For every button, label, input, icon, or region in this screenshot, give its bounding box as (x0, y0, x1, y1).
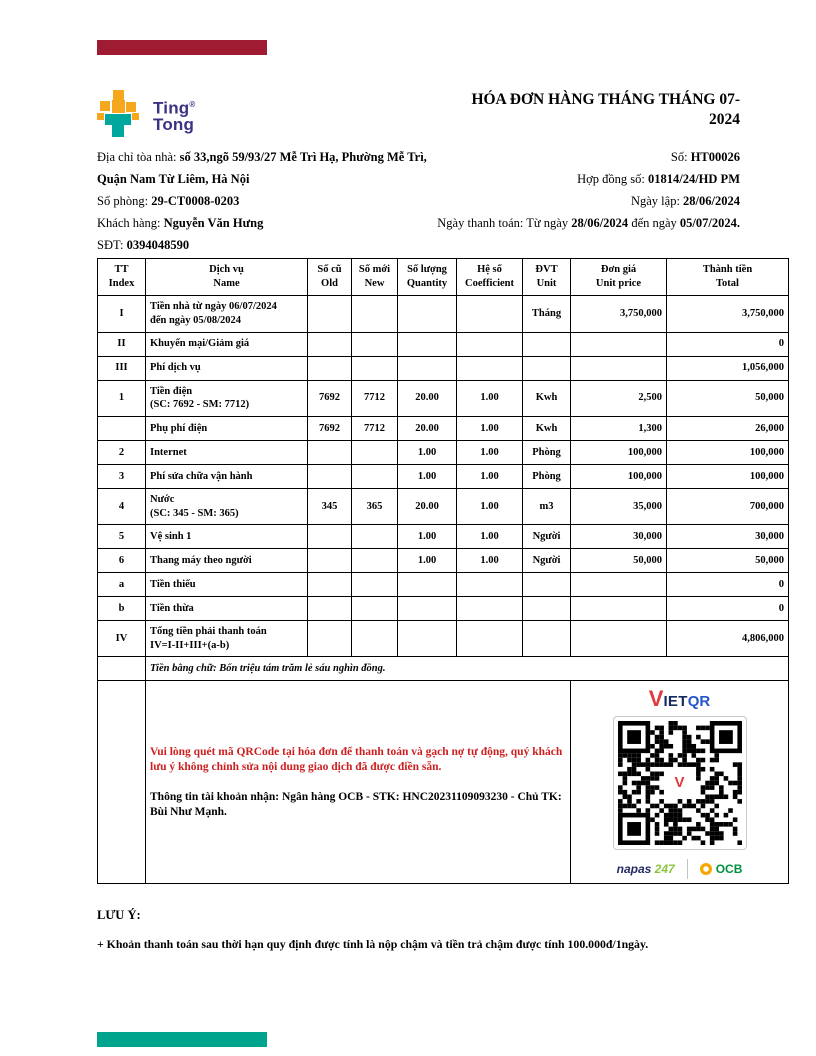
amount-in-words-cell: Tiền bằng chữ: Bốn triệu tám trăm lẻ sáu nghìn đồng. (146, 657, 789, 681)
cell-qty: 20.00 (398, 416, 457, 440)
cell-price (571, 356, 667, 380)
header (97, 90, 740, 138)
ocb-logo: OCB (700, 862, 743, 878)
cell-name: Internet (146, 440, 308, 464)
cell-tt: 3 (98, 464, 146, 488)
table-row (98, 440, 789, 464)
cell-total: 30,000 (667, 525, 789, 549)
cell-total: 3,750,000 (667, 296, 789, 332)
cell-tt: 2 (98, 440, 146, 464)
cell-name: Nước (SC: 345 - SM: 365) (146, 488, 308, 524)
cell-qty (398, 356, 457, 380)
cell-old (308, 621, 352, 657)
table-row (98, 488, 789, 524)
cell-price: 50,000 (571, 549, 667, 573)
cell-price (571, 573, 667, 597)
cell-new (352, 621, 398, 657)
cell-new (352, 597, 398, 621)
invoice-title: HÓA ĐƠN HÀNG THÁNG THÁNG 07-2024 (471, 91, 740, 128)
cell-tt: a (98, 573, 146, 597)
cell-coef: 1.00 (457, 464, 523, 488)
qr-payment-row (98, 681, 789, 884)
cell-unit (523, 332, 571, 356)
cell-new (352, 464, 398, 488)
late-payment-note: + Khoản thanh toán sau thời hạn quy định được tính là nộp chậm và tiền trả chậm được tính 100.000đ/1ngày. (97, 937, 649, 951)
trademark-symbol: ® (189, 100, 196, 109)
table-row (98, 356, 789, 380)
cell-tt: IV (98, 621, 146, 657)
vietqr-center-icon: V (669, 772, 691, 794)
cell-total: 100,000 (667, 464, 789, 488)
contract-number-line: Hợp đồng số: 01814/24/HD PM (577, 172, 740, 186)
cell-tt: b (98, 597, 146, 621)
cell-price: 35,000 (571, 488, 667, 524)
invoice-number-line: Số: HT00026 (670, 150, 740, 164)
table-row (98, 597, 789, 621)
cell-qty (398, 332, 457, 356)
col-header-unit: ĐVT Unit (523, 259, 571, 296)
cell-name: Tiền thiếu (146, 573, 308, 597)
building-address-line2: Quận Nam Từ Liêm, Hà Nội (97, 172, 250, 186)
cell-qty: 1.00 (398, 525, 457, 549)
cell-old (308, 356, 352, 380)
cell-old (308, 332, 352, 356)
cell-coef: 1.00 (457, 380, 523, 416)
cell-name: Tiền nhà từ ngày 06/07/2024 đến ngày 05/08/2024 (146, 296, 308, 332)
cell-coef (457, 332, 523, 356)
cell-total: 100,000 (667, 440, 789, 464)
cell-coef: 1.00 (457, 488, 523, 524)
cell-name: Phụ phí điện (146, 416, 308, 440)
cell-name: Phí dịch vụ (146, 356, 308, 380)
napas-247-logo: napas 247 (616, 861, 675, 876)
table-row (98, 573, 789, 597)
cell-name: Tiền thừa (146, 597, 308, 621)
cell-qty (398, 573, 457, 597)
cell-new (352, 332, 398, 356)
cell-tt: 4 (98, 488, 146, 524)
cell-old (308, 549, 352, 573)
cell-price: 2,500 (571, 380, 667, 416)
meta-right-column (437, 146, 740, 256)
cell-unit: m3 (523, 488, 571, 524)
cell-old (308, 597, 352, 621)
ocb-icon (700, 863, 712, 875)
cell-qty (398, 621, 457, 657)
building-address-line: Địa chỉ tòa nhà: số 33,ngõ 59/93/27 Mễ Trì Hạ, Phường Mễ Trì, (97, 150, 427, 164)
cell-total: 0 (667, 597, 789, 621)
cell-name: Thang máy theo người (146, 549, 308, 573)
cell-qty: 1.00 (398, 464, 457, 488)
cell-new (352, 549, 398, 573)
cell-unit (523, 597, 571, 621)
cell-total: 50,000 (667, 380, 789, 416)
cell-unit: Phòng (523, 464, 571, 488)
col-header-qty: Số lượng Quantity (398, 259, 457, 296)
tingtong-logo (97, 90, 195, 138)
bottom-accent-bar (97, 1032, 267, 1047)
cell-old (308, 296, 352, 332)
col-header-old: Số cũ Old (308, 259, 352, 296)
invoice-table (97, 258, 789, 884)
cell-price (571, 621, 667, 657)
payment-network-logos (575, 859, 784, 879)
cell-old: 7692 (308, 380, 352, 416)
cell-total: 50,000 (667, 549, 789, 573)
cell-unit (523, 621, 571, 657)
cell-qty (398, 597, 457, 621)
table-row (98, 296, 789, 332)
cell-qty: 1.00 (398, 549, 457, 573)
table-row (98, 549, 789, 573)
table-row (98, 416, 789, 440)
cell-total: 26,000 (667, 416, 789, 440)
cell-name: Khuyến mại/Giảm giá (146, 332, 308, 356)
cell-unit (523, 573, 571, 597)
top-accent-bar (97, 40, 267, 55)
cell-new (352, 573, 398, 597)
cell-unit: Tháng (523, 296, 571, 332)
cell-total: 700,000 (667, 488, 789, 524)
cell-old (308, 573, 352, 597)
payment-period-line: Ngày thanh toán: Từ ngày 28/06/2024 đến ngày 05/07/2024. (437, 216, 740, 230)
invoice-table-head (98, 259, 789, 296)
cell-price (571, 332, 667, 356)
cell-name: Tiền điện (SC: 7692 - SM: 7712) (146, 380, 308, 416)
cell-old: 7692 (308, 416, 352, 440)
cell-new (352, 296, 398, 332)
cell-new (352, 356, 398, 380)
cell-name: Phí sửa chữa vận hành (146, 464, 308, 488)
cell-tt: 5 (98, 525, 146, 549)
account-info-text: Thông tin tài khoản nhận: Ngân hàng OCB - STK: HNC20231109093230 - Chủ TK: Bùi Như Mạnh. (150, 791, 562, 819)
cell-tt: II (98, 332, 146, 356)
cell-price: 3,750,000 (571, 296, 667, 332)
cell-unit: Phòng (523, 440, 571, 464)
cell-tt (98, 416, 146, 440)
cell-name: Vệ sinh 1 (146, 525, 308, 549)
cell-new (352, 525, 398, 549)
cell-old (308, 464, 352, 488)
cell-new: 7712 (352, 380, 398, 416)
col-header-coef: Hệ số Coefficient (457, 259, 523, 296)
cell-price (571, 597, 667, 621)
qr-code (613, 716, 747, 850)
issue-date-line: Ngày lập: 28/06/2024 (630, 194, 740, 208)
notes-heading: LƯU Ý: (97, 908, 141, 922)
cell-coef (457, 296, 523, 332)
cell-coef: 1.00 (457, 525, 523, 549)
cell-unit: Kwh (523, 380, 571, 416)
payment-instructions-cell (146, 681, 571, 884)
col-header-tt: TT Index (98, 259, 146, 296)
cell-old: 345 (308, 488, 352, 524)
cell-old (308, 440, 352, 464)
cell-coef: 1.00 (457, 416, 523, 440)
cell-coef: 1.00 (457, 549, 523, 573)
cell-price: 100,000 (571, 464, 667, 488)
footer-notes (97, 908, 745, 952)
cell-unit: Người (523, 549, 571, 573)
cell-coef (457, 573, 523, 597)
amount-in-words-row (98, 657, 789, 681)
customer-line: Khách hàng: Nguyễn Văn Hưng (97, 216, 264, 230)
cell-coef (457, 621, 523, 657)
qr-notice-text: Vui lòng quét mã QRCode tại hóa đơn để thanh toán và gạch nợ tự động, quý khách lưu ý không chỉnh sửa nội dung giao dịch đã được điền sẵn. (150, 745, 563, 773)
cell-qty (398, 296, 457, 332)
cell-coef: 1.00 (457, 440, 523, 464)
logo-divider (687, 859, 688, 879)
cell-price: 30,000 (571, 525, 667, 549)
cell-coef (457, 597, 523, 621)
table-row (98, 464, 789, 488)
tingtong-logo-text: Ting® Tong (153, 98, 196, 134)
invoice-meta (97, 146, 740, 256)
cell-name: Tổng tiền phải thanh toán IV=I-II+III+(a-b) (146, 621, 308, 657)
cell-unit: Kwh (523, 416, 571, 440)
cell-new: 365 (352, 488, 398, 524)
table-row (98, 621, 789, 657)
cell-price: 1,300 (571, 416, 667, 440)
table-row (98, 380, 789, 416)
col-header-price: Đơn giá Unit price (571, 259, 667, 296)
cell-new: 7712 (352, 416, 398, 440)
cell-empty (98, 657, 146, 681)
meta-left-column (97, 146, 437, 256)
cell-total: 1,056,000 (667, 356, 789, 380)
cell-unit: Người (523, 525, 571, 549)
cell-total: 0 (667, 332, 789, 356)
tingtong-logo-icon (97, 90, 145, 138)
cell-old (308, 525, 352, 549)
col-header-name: Dịch vụ Name (146, 259, 308, 296)
cell-coef (457, 356, 523, 380)
table-row (98, 525, 789, 549)
cell-tt: I (98, 296, 146, 332)
cell-total: 0 (667, 573, 789, 597)
col-header-total: Thành tiền Total (667, 259, 789, 296)
invoice-table-body (98, 296, 789, 657)
cell-tt: 6 (98, 549, 146, 573)
cell-new (352, 440, 398, 464)
cell-qty: 20.00 (398, 380, 457, 416)
cell-empty (98, 681, 146, 884)
table-row (98, 332, 789, 356)
cell-total: 4,806,000 (667, 621, 789, 657)
cell-qty: 20.00 (398, 488, 457, 524)
cell-tt: III (98, 356, 146, 380)
cell-price: 100,000 (571, 440, 667, 464)
qr-code-cell (571, 681, 789, 884)
phone-line: SĐT: 0394048590 (97, 238, 190, 252)
cell-unit (523, 356, 571, 380)
cell-tt: 1 (98, 380, 146, 416)
cell-qty: 1.00 (398, 440, 457, 464)
col-header-new: Số mới New (352, 259, 398, 296)
vietqr-logo: VIETQR (648, 686, 711, 712)
room-number-line: Số phòng: 29-CT0008-0203 (97, 194, 240, 208)
